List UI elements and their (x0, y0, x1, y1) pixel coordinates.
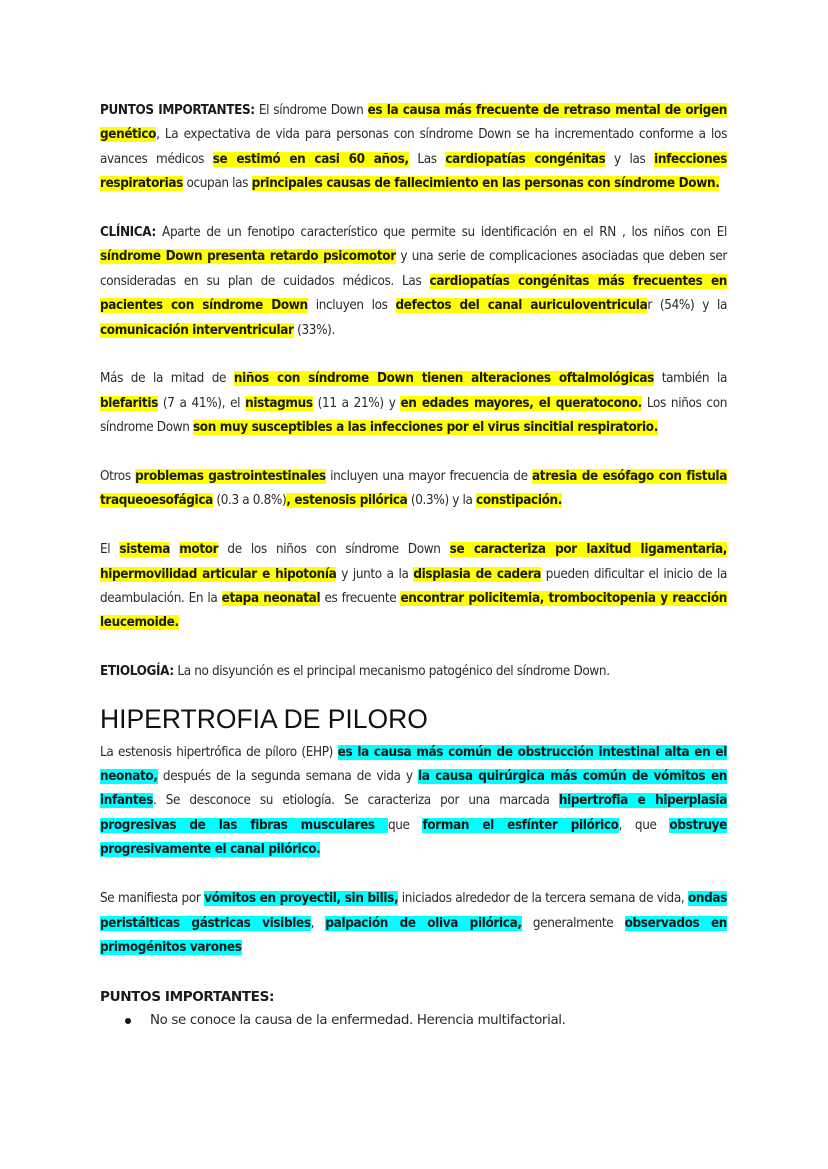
highlighted-text-yellow: se caracteriza por laxitud ligamentaria, hipermovilidad articular e hipotonía (100, 542, 727, 582)
list-item-text: No se conoce la causa de la enfermedad. Herencia multifactorial. (150, 1012, 566, 1028)
document-page (100, 99, 727, 1033)
highlighted-text-yellow: sistema (119, 542, 171, 558)
highlighted-text-yellow: infecciones respiratorias (100, 151, 727, 192)
body-text: Los niños con síndrome Down (100, 395, 727, 436)
body-text: incluyen una mayor frecuencia de (325, 469, 533, 485)
body-text: de los niños con síndrome Down (218, 542, 450, 558)
body-text: , que (618, 817, 670, 833)
paragraph-gastrointestinales (100, 465, 727, 514)
body-text: La no disyunción es el principal mecanismo patogénico del síndrome Down. (173, 664, 610, 680)
paragraph-ehp-definicion (100, 741, 727, 863)
highlighted-text-yellow: síndrome Down presenta retardo psicomotor (100, 249, 396, 265)
highlighted-text-yellow: comunicación interventricular (100, 322, 294, 338)
paragraph-puntos-importantes-down (100, 99, 727, 197)
list-item (150, 1009, 727, 1033)
highlighted-text-cyan: ondas peristálticas gástricas visibles (100, 891, 727, 931)
body-text: (0.3 a 0.8%) (212, 493, 287, 509)
highlighted-text-yellow: encontrar policitemia, trombocitopenia y reacción leucemoide. (100, 591, 727, 631)
paragraph-clinica (100, 221, 727, 343)
body-text: pueden dificultar el inicio de la deambulación. En la (100, 566, 727, 607)
section-heading-hipertrofia-piloro: HIPERTROFIA DE PILORO (100, 703, 428, 734)
paragraph-sistema-motor (100, 538, 727, 636)
highlighted-text-cyan: es la causa más común de obstrucción intestinal alta en el neonato, (100, 744, 727, 785)
body-text: también la (653, 371, 727, 387)
highlighted-text-yellow: , estenosis pilórica (286, 493, 408, 509)
highlighted-text-cyan: la causa quirúrgica más común de vómitos en infantes (100, 769, 727, 809)
body-text: ocupan las (182, 176, 252, 192)
body-text: y junto a la (336, 566, 414, 582)
body-text: Otros (100, 469, 136, 485)
body-text (170, 542, 179, 557)
highlighted-text-yellow: etapa neonatal (221, 591, 321, 607)
body-text: (33%). (293, 322, 336, 338)
body-text: y las (605, 151, 655, 167)
puntos-importantes-label: PUNTOS IMPORTANTES: (100, 988, 274, 1005)
body-text: La estenosis hipertrófica de píloro (EHP) (100, 744, 338, 760)
body-text: El (100, 542, 120, 558)
body-text: generalmente (521, 915, 625, 931)
highlighted-text-yellow: cardiopatías congénitas (445, 151, 606, 167)
body-text: (7 a 41%), el (157, 395, 246, 411)
highlighted-text-yellow: se estimó en casi 60 años, (212, 151, 409, 167)
highlighted-text-yellow: blefaritis (100, 395, 158, 411)
body-text: (0.3%) y la (407, 493, 477, 509)
body-text: Se manifiesta por (100, 891, 205, 907)
body-text: es frecuente (320, 591, 401, 607)
body-text: r (54%) y la (647, 298, 727, 314)
paragraph-etiologia (100, 660, 727, 684)
highlighted-text-yellow: cardiopatías congénitas más frecuentes en pacientes con síndrome Down (100, 273, 727, 314)
body-text: , La expectativa de vida para personas con síndrome Down se ha incrementado conforme a los avances médicos (100, 127, 727, 167)
highlighted-text-yellow: constipación. (476, 493, 562, 509)
highlighted-text-yellow: displasia de cadera (413, 566, 541, 582)
bullet-icon (125, 1018, 131, 1024)
highlighted-text-yellow: son muy susceptibles a las infecciones por el virus sincitial respiratorio. (192, 420, 658, 436)
body-text: , (310, 915, 326, 931)
body-text: El síndrome Down (254, 103, 368, 118)
highlighted-text-cyan: vómitos en proyectil, sin bilis, (204, 891, 399, 907)
highlighted-text-cyan: palpación de oliva pilórica, (325, 915, 522, 931)
highlighted-text-yellow: defectos del canal auriculoventricula (395, 298, 648, 314)
body-text: incluyen los (307, 298, 396, 314)
highlighted-text-yellow: niños con síndrome Down tienen alteraciones oftalmológicas (233, 371, 654, 387)
body-text: . Se desconoce su etiología. Se caracteriza por una marcada (152, 793, 559, 809)
body-text: que (387, 817, 423, 833)
section-label: CLÍNICA: (100, 225, 156, 241)
body-text: Las (408, 151, 446, 167)
body-text: Más de la mitad de (100, 371, 234, 387)
highlighted-text-yellow: nistagmus (245, 395, 313, 411)
highlighted-text-yellow: principales causas de fallecimiento en las personas con síndrome Down. (251, 176, 720, 192)
highlighted-text-yellow: problemas gastrointestinales (135, 469, 326, 485)
body-text: (11 a 21%) y (312, 395, 401, 411)
highlighted-text-cyan: observados en primogénitos varones (100, 915, 727, 955)
body-text: después de la segunda semana de vida y (157, 769, 418, 785)
paragraph-oftalmologicas (100, 367, 727, 440)
highlighted-text-yellow: atresia de esófago con fistula traqueoesofágica (100, 469, 727, 509)
body-text: y una serie de complicaciones asociadas que deben ser consideradas en su plan de cuidados médicos. Las (100, 249, 727, 289)
highlighted-text-yellow: motor (179, 542, 219, 558)
highlighted-text-cyan: obstruye progresivamente el canal pilórico. (100, 817, 728, 858)
section-label: PUNTOS IMPORTANTES: (100, 103, 255, 118)
important-points-list (100, 1009, 727, 1033)
paragraph-ehp-manifestaciones (100, 887, 727, 960)
body-text: iniciados alrededor de la tercera semana de vida, (398, 891, 688, 907)
section-label: ETIOLOGÍA: (100, 664, 174, 680)
body-text: Aparte de un fenotipo característico que permite su identificación en el RN , los niños con El (156, 225, 727, 241)
highlighted-text-yellow: en edades mayores, el queratocono. (400, 395, 642, 411)
highlighted-text-cyan: hipertrofia e hiperplasia progresivas de las fibras musculares (100, 793, 727, 833)
highlighted-text-cyan: forman el esfínter pilórico (422, 817, 619, 833)
highlighted-text-yellow: es la causa más frecuente de retraso mental de origen genético (100, 103, 727, 143)
